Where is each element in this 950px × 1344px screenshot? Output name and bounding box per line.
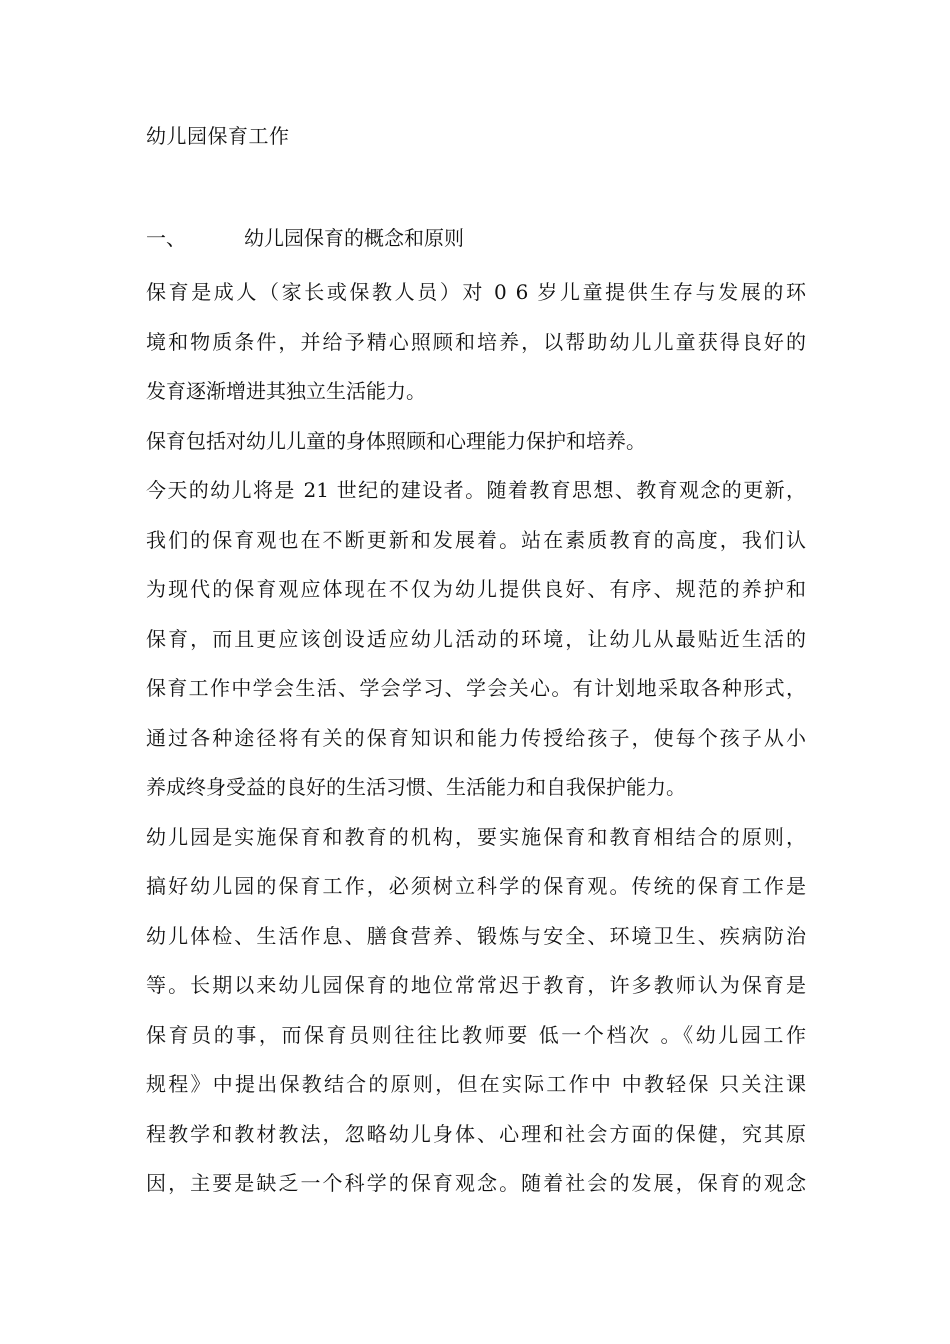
paragraph-line: 幼儿园是实施保育和教育的机构，要实施保育和教育相结合的原则， <box>146 824 806 849</box>
paragraph-line: 程教学和教材教法，忽略幼儿身体、心理和社会方面的保健，究其原 <box>146 1121 806 1146</box>
paragraph-line: 通过各种途径将有关的保育知识和能力传授给孩子，使每个孩子从小 <box>146 725 806 750</box>
section-heading-text: 幼儿园保育的概念和原则 <box>244 226 464 250</box>
paragraph-line: 今天的幼儿将是 21 世纪的建设者。随着教育思想、教育观念的更新， <box>146 478 806 502</box>
paragraph-line: 幼儿体检、生活作息、膳食营养、锻炼与安全、环境卫生、疾病防治 <box>146 923 806 948</box>
paragraph-line: 规程》中提出保教结合的原则，但在实际工作中 中教轻保 只关注课 <box>146 1072 806 1096</box>
document-title: 幼儿园保育工作 <box>146 124 290 148</box>
paragraph-line: 因，主要是缺乏一个科学的保育观念。随着社会的发展，保育的观念 <box>146 1171 806 1195</box>
paragraph-line: 保育是成人（家长或保教人员）对 0 6 岁儿童提供生存与发展的环 <box>146 280 806 304</box>
section-heading <box>146 222 464 254</box>
paragraph-line: 养成终身受益的良好的生活习惯、生活能力和自我保护能力。 <box>146 775 686 799</box>
paragraph-line: 境和物质条件，并给予精心照顾和培养，以帮助幼儿儿童获得良好的 <box>146 329 806 354</box>
paragraph-line: 保育包括对幼儿儿童的身体照顾和心理能力保护和培养。 <box>146 428 646 453</box>
document-body <box>146 268 806 1209</box>
paragraph-line: 发育逐渐增进其独立生活能力。 <box>146 379 426 403</box>
section-number: 一、 <box>146 226 186 250</box>
paragraph-line: 等。长期以来幼儿园保育的地位常常迟于教育，许多教师认为保育是 <box>146 973 806 997</box>
paragraph-line: 保育，而且更应该创设适应幼儿活动的环境，让幼儿从最贴近生活的 <box>146 626 806 651</box>
paragraph-line: 为现代的保育观应体现在不仅为幼儿提供良好、有序、规范的养护和 <box>146 577 806 601</box>
paragraph-line: 保育员的事，而保育员则往往比教师要 低一个档次 。《幼儿园工作 <box>146 1022 806 1047</box>
paragraph-line: 搞好幼儿园的保育工作，必须树立科学的保育观。传统的保育工作是 <box>146 874 806 898</box>
paragraph-line: 我们的保育观也在不断更新和发展着。站在素质教育的高度，我们认 <box>146 527 806 552</box>
paragraph-line: 保育工作中学会生活、学会学习、学会关心。有计划地采取各种形式， <box>146 676 806 700</box>
